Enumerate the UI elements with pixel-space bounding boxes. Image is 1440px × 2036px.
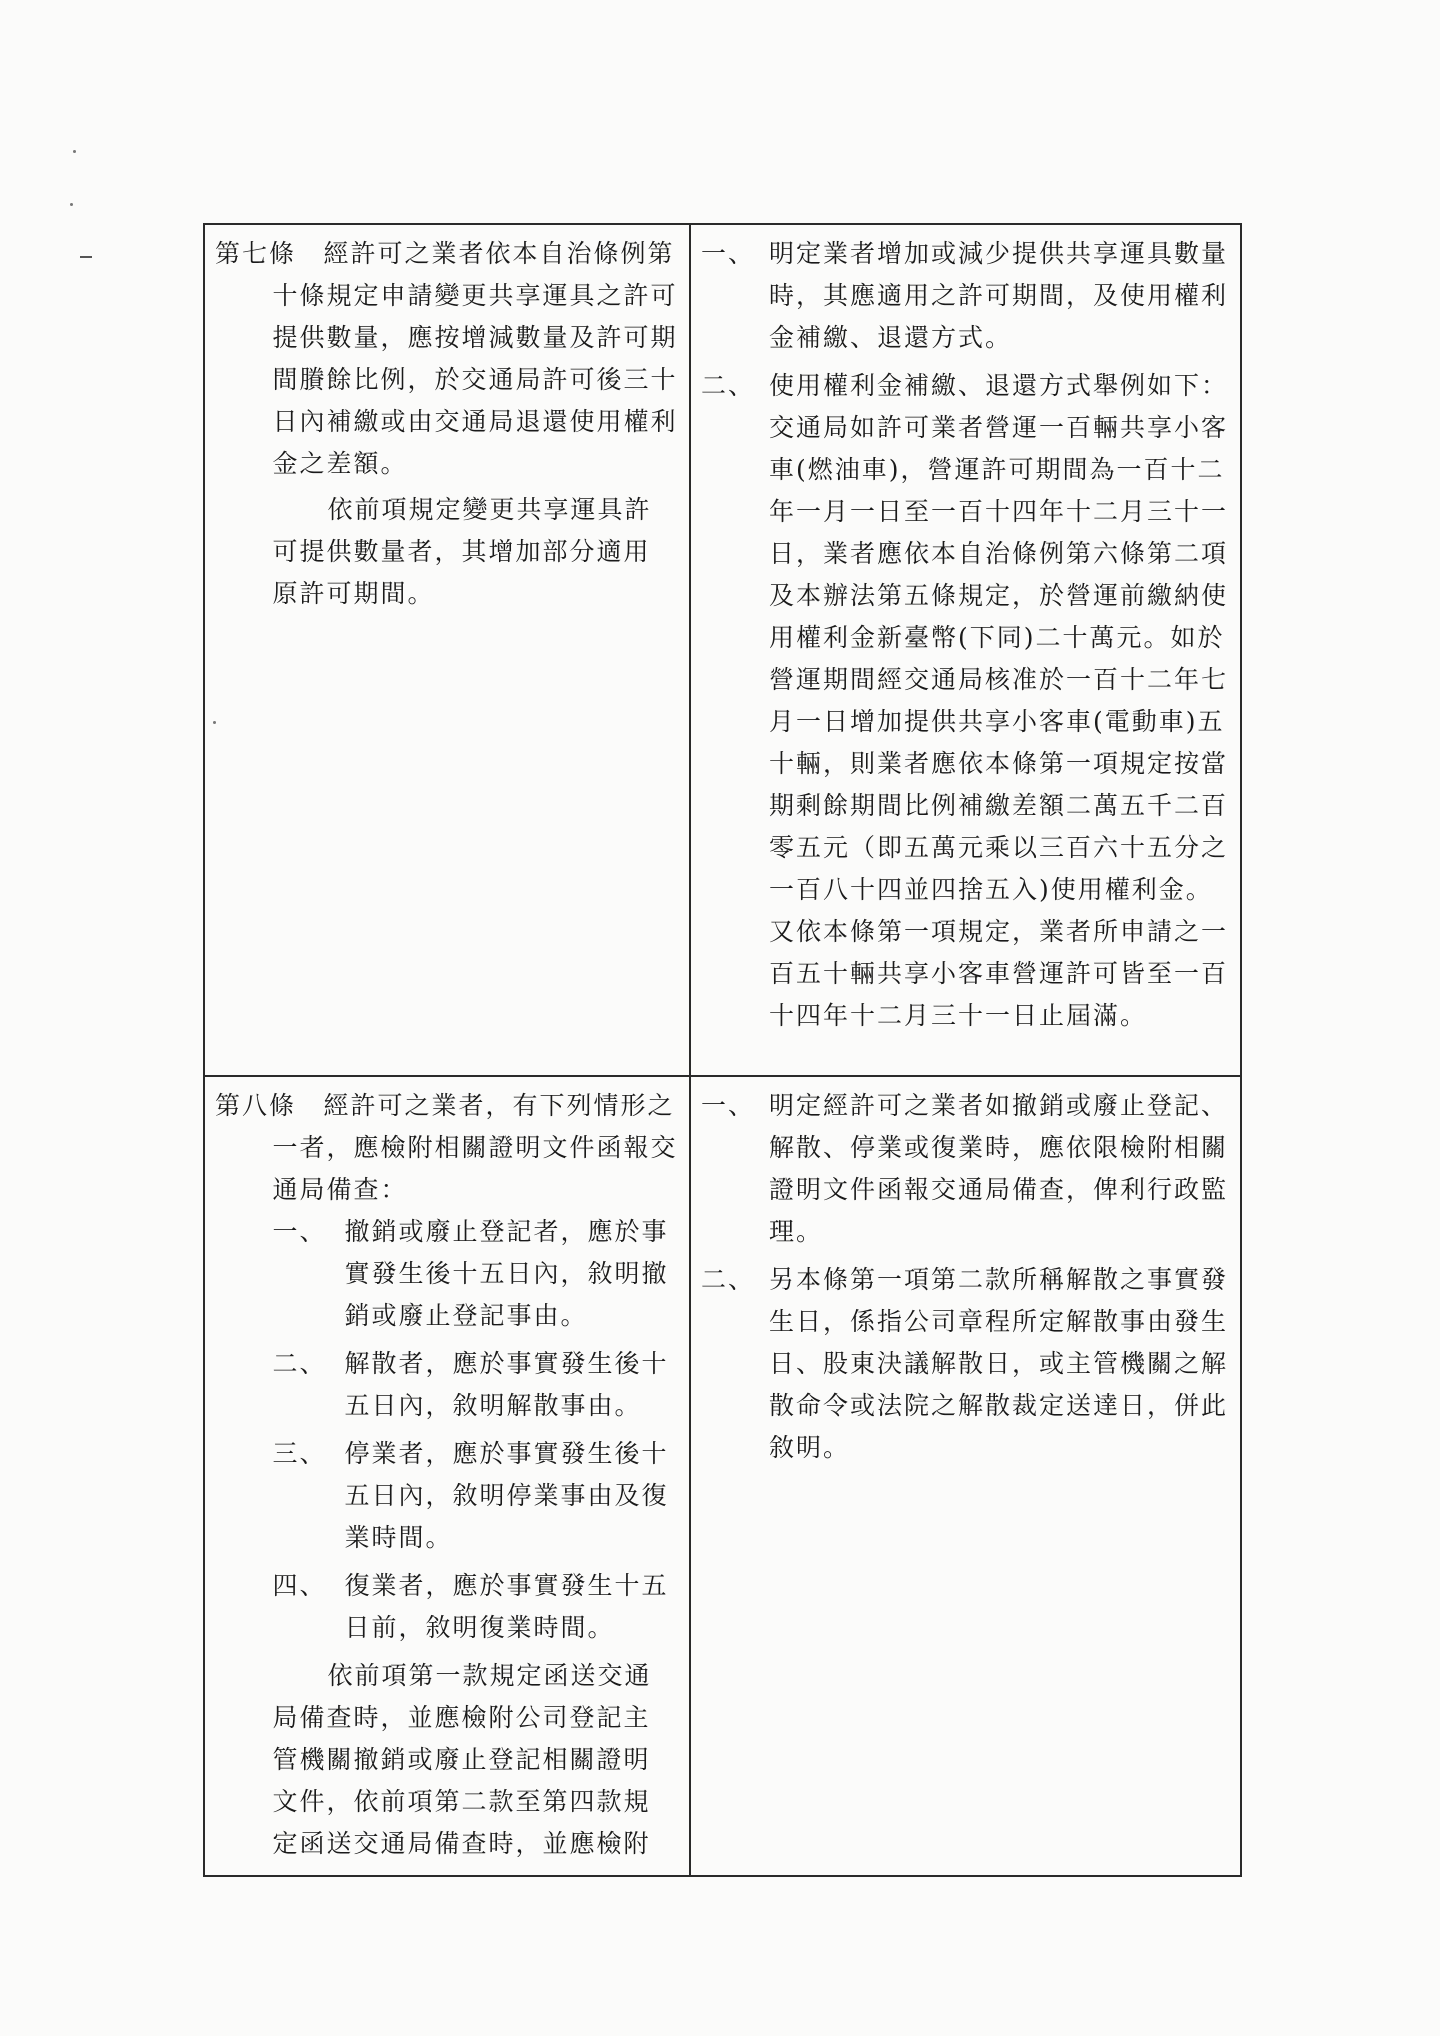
item-number: 四、 xyxy=(272,1571,327,1600)
article-cell xyxy=(204,1076,690,1876)
scan-mark xyxy=(80,256,92,258)
article-paragraph: 依前項第一款規定函送交通局備查時，並應檢附公司登記主管機關撤銷或廢止登記相關證明文件，依前項第二款至第四款規定函送交通局備查時，並應檢附 xyxy=(272,1661,652,1858)
scan-mark xyxy=(73,150,76,153)
article-items xyxy=(215,1211,679,1649)
note-text: 明定業者增加或減少提供共享運具數量時，其應適用之許可期間，及使用權利金補繳、退還方式。 xyxy=(769,239,1229,352)
item-text: 復業者，應於事實發生十五日前，敘明復業時間。 xyxy=(344,1571,669,1642)
note-text: 明定經許可之業者如撤銷或廢止登記、解散、停業或復業時，應依限檢附相關證明文件函報交通局備查，俾利行政監理。 xyxy=(769,1091,1229,1246)
note-text: 另本條第一項第二款所稱解散之事實發生日，係指公司章程所定解散事由發生日、股東決議解散日，或主管機關之解散命令或法院之解散裁定送達日，併此敘明。 xyxy=(769,1265,1229,1462)
article-cell xyxy=(204,224,690,1076)
article-body: 經許可之業者，有下列情形之一者，應檢附相關證明文件函報交通局備查： xyxy=(272,1091,678,1204)
note-item xyxy=(701,365,1230,1037)
note-number: 二、 xyxy=(701,1265,756,1294)
regulation-table xyxy=(203,223,1242,1877)
notes-cell xyxy=(690,224,1241,1076)
article-text xyxy=(215,233,679,485)
article-number: 第七條 xyxy=(215,239,297,268)
article-text xyxy=(215,1085,679,1211)
article-item xyxy=(273,1343,680,1427)
item-text: 撤銷或廢止登記者，應於事實發生後十五日內，敘明撤銷或廢止登記事由。 xyxy=(344,1217,669,1330)
note-number: 一、 xyxy=(701,239,756,268)
note-item xyxy=(701,1259,1230,1469)
table-row xyxy=(204,1076,1241,1876)
article-item xyxy=(273,1565,680,1649)
notes-cell xyxy=(690,1076,1241,1876)
note-number: 一、 xyxy=(701,1091,756,1120)
note-item xyxy=(701,1085,1230,1253)
item-number: 三、 xyxy=(272,1439,327,1468)
scan-mark xyxy=(70,203,73,206)
article-item xyxy=(273,1211,680,1337)
note-text: 使用權利金補繳、退還方式舉例如下：交通局如許可業者營運一百輛共享小客車(燃油車)，營運許可期間為一百十二年一月一日至一百十四年十二月三十一日，業者應依本自治條例第六條第二項及本辦法第五條規定，於營運前繳納使用權利金新臺幣(下同)二十萬元。如於營運期間經交通局核准於一百十二年七月一日增加提供共享小客車(電動車)五十輛，則業者應依本條第一項規定按當期剩餘期間比例補繳差額二萬五千二百零五元（即五萬元乘以三百六十五分之一百八十四並四捨五入)使用權利金。又依本條第一項規定，業者所申請之一百五十輛共享小客車營運許可皆至一百十四年十二月三十一日止屆滿。 xyxy=(769,371,1229,1030)
article-paragraph: 依前項規定變更共享運具許可提供數量者，其增加部分適用原許可期間。 xyxy=(272,495,652,608)
note-number: 二、 xyxy=(701,371,756,400)
note-item xyxy=(701,233,1230,359)
item-number: 二、 xyxy=(272,1349,327,1378)
article-item xyxy=(273,1433,680,1559)
item-text: 停業者，應於事實發生後十五日內，敘明停業事由及復業時間。 xyxy=(344,1439,669,1552)
item-number: 一、 xyxy=(272,1217,327,1246)
table-row xyxy=(204,224,1241,1076)
article-number: 第八條 xyxy=(215,1091,297,1120)
item-text: 解散者，應於事實發生後十五日內，敘明解散事由。 xyxy=(344,1349,669,1420)
article-body: 經許可之業者依本自治條例第十條規定申請變更共享運具之許可提供數量，應按增減數量及許可期間賸餘比例，於交通局許可後三十日內補繳或由交通局退還使用權利金之差額。 xyxy=(272,239,678,478)
